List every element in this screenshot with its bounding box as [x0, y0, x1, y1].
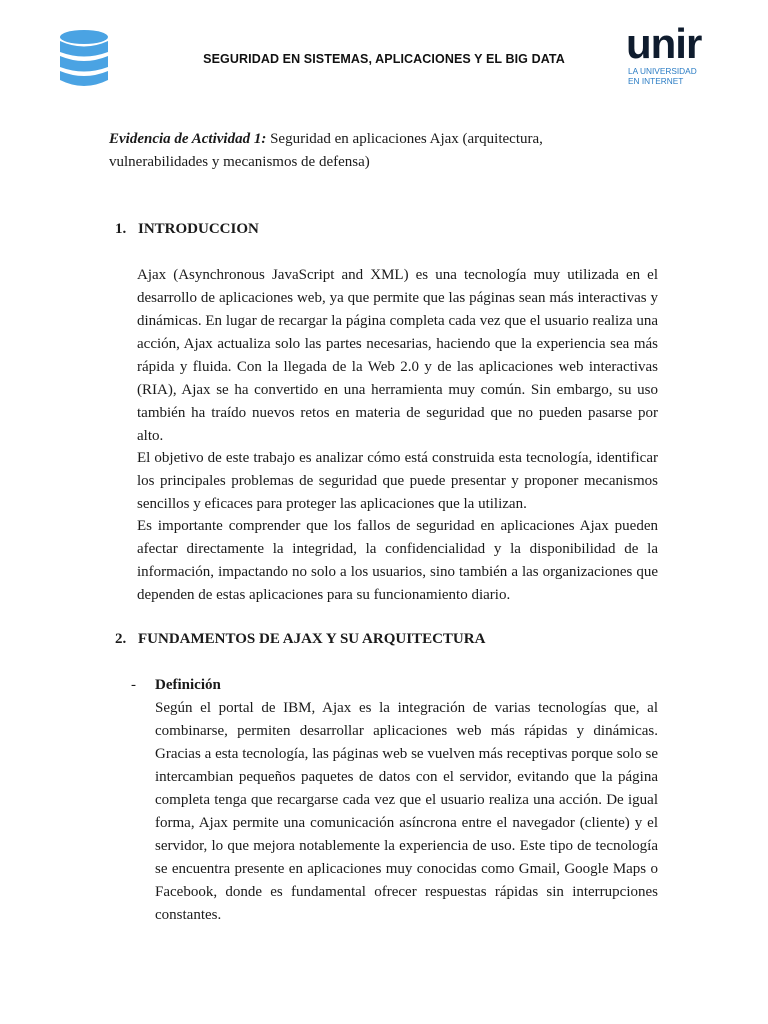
- logo-wordmark: unir: [626, 20, 702, 67]
- activity-title: [109, 128, 629, 174]
- section-heading-text: INTRODUCCION: [138, 221, 259, 237]
- activity-label: Evidencia de Actividad 1:: [109, 131, 267, 147]
- section-number: 2.: [115, 631, 127, 647]
- activity-title-text: Seguridad en aplicaciones Ajax (arquitectura, vulnerabilidades y mecanismos de defensa): [109, 131, 543, 170]
- bullet-dash: -: [131, 677, 136, 693]
- intro-paragraph-3: Es importante comprender que los fallos de seguridad en aplicaciones Ajax pueden afectar directamente la integridad, la confidencialidad y la disponibilidad de la información, impactando no solo a los usuarios, sino también a las organizaciones que dependen de estas aplicaciones para su funcionamiento diario.: [137, 518, 658, 603]
- logo-tagline-line-1: LA UNIVERSIDAD: [628, 66, 697, 76]
- section-heading-text: FUNDAMENTOS DE AJAX Y SU ARQUITECTURA: [138, 631, 486, 647]
- logo-tagline: [628, 67, 738, 86]
- subsection-heading-text: Definición: [155, 677, 221, 693]
- definition-paragraph: Según el portal de IBM, Ajax es la integración de varias tecnologías que, al combinarse, permiten desarrollar aplicaciones web más rápidas y dinámicas. Gracias a esta tecnología, las páginas web se vuelven más receptivas porque solo se intercambian pequeños paquetes de datos con el servidor, evitando que la página completa tenga que recargarse cada vez que el usuario realiza una acción. De igual forma, Ajax permite una comunicación asíncrona entre el navegador (cliente) y el servidor, lo que mejora notablemente la experiencia de uso. Este tipo de tecnología se encuentra presente en aplicaciones muy conocidas como Gmail, Google Maps o Facebook, donde es fundamental ofrecer respuestas rápidas sin interrupciones constantes.: [155, 700, 658, 923]
- page-header: [0, 0, 768, 100]
- intro-paragraph-1: Ajax (Asynchronous JavaScript and XML) es una tecnología muy utilizada en el desarrollo de aplicaciones web, ya que permite que las páginas sean más interactivas y dinámicas. En lugar de recargar la página completa cada vez que el usuario realiza una acción, Ajax actualiza solo las partes necesarias, haciendo que la experiencia sea más rápida y fluida. Con la llegada de la Web 2.0 y de las aplicaciones web interactivas (RIA), Ajax se ha convertido en una herramienta muy común. Sin embargo, su uso también ha traído nuevos retos en materia de seguridad que no pueden pasarse por alto.: [137, 267, 658, 444]
- unir-logo: [626, 20, 736, 89]
- logo-tagline-line-2: EN INTERNET: [628, 75, 684, 86]
- section-number: 1.: [115, 221, 127, 237]
- intro-paragraph-2: El objetivo de este trabajo es analizar cómo está construida esta tecnología, identificar los principales problemas de seguridad que puede presentar y proponer mecanismos sencillos y eficaces para proteger las aplicaciones que la utilizan.: [137, 450, 658, 512]
- header-title: SEGURIDAD EN SISTEMAS, APLICACIONES Y EL BIG DATA: [203, 52, 565, 66]
